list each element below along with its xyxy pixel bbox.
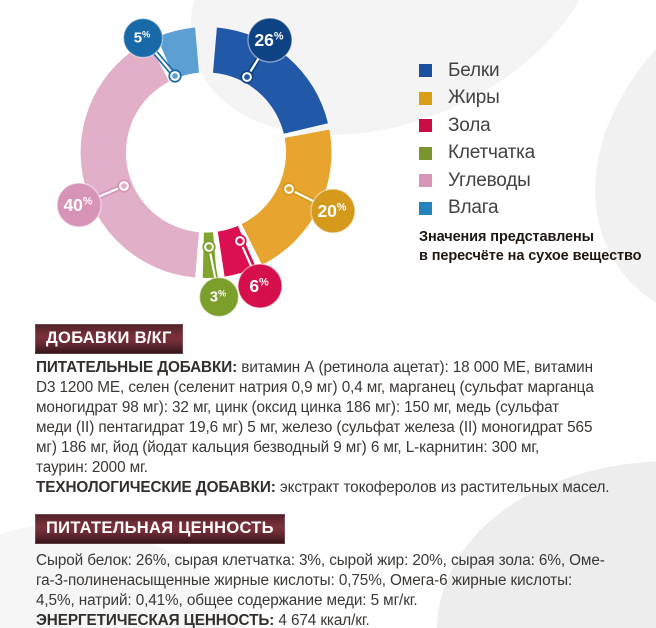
legend-item-uglevody <box>419 167 535 195</box>
callout-dot-center <box>121 183 127 189</box>
percent-bubble-label: 5% <box>133 29 151 47</box>
section-header-nutrition-value <box>35 514 285 544</box>
legend-label: Белки <box>448 59 500 81</box>
legend-label: Углеводы <box>448 169 531 191</box>
legend-label: Зола <box>448 114 491 136</box>
legend-label: Жиры <box>448 87 500 109</box>
chart-legend <box>419 57 535 222</box>
section-header-label: ДОБАВКИ В/КГ <box>46 329 172 347</box>
percent-bubble-label: 40% <box>63 195 93 215</box>
callout-dot-center <box>244 74 250 80</box>
percent-bubble-label: 3% <box>209 288 227 306</box>
legend-label: Влага <box>448 197 499 219</box>
text-line: моногидрат 98 мг): 32 мг, цинк (оксид цинка 186 мг): 150 мг, медь (сульфат <box>36 399 560 416</box>
legend-item-kletchatka <box>419 140 535 168</box>
text-line: ПИТАТЕЛЬНЫЕ ДОБАВКИ: витамин А (ретинола ацетат): 18 000 МЕ, витамин <box>36 359 593 376</box>
energy-value-label: ЭНЕРГЕТИЧЕСКАЯ ЦЕННОСТЬ: <box>36 612 275 628</box>
background-petal <box>525 0 656 406</box>
legend-swatch <box>419 174 432 187</box>
legend-label: Клетчатка <box>448 142 536 164</box>
legend-swatch <box>419 119 432 132</box>
legend-item-belki <box>419 57 535 85</box>
technological-additives-label: ТЕХНОЛОГИЧЕСКИЕ ДОБАВКИ: <box>36 479 276 496</box>
section-header-label: ПИТАТЕЛЬНАЯ ЦЕННОСТЬ <box>46 519 274 537</box>
text-line: D3 1200 МЕ, селен (селенит натрия 0,9 мг) 0,4 мг, марганец (сульфат марганца <box>36 379 594 396</box>
percent-bubble-label: 6% <box>249 276 269 296</box>
percent-bubble-label: 26% <box>254 30 284 50</box>
nutrition-value-text <box>36 551 605 628</box>
legend-item-zhiry <box>419 85 535 113</box>
section-header-additives <box>35 324 183 354</box>
legend-swatch <box>419 92 432 105</box>
legend-swatch <box>419 147 432 160</box>
nutritional-additives-label: ПИТАТЕЛЬНЫЕ ДОБАВКИ: <box>36 359 238 376</box>
chart-note-line: Значения представлены <box>419 229 594 245</box>
legend-swatch <box>419 202 432 215</box>
donut-chart <box>0 0 420 335</box>
text-line: таурин: 2000 мг. <box>36 459 148 476</box>
chart-note-line: в пересчёте на сухое вещество <box>419 248 642 264</box>
legend-swatch <box>419 64 432 77</box>
callout-dot-center <box>286 186 292 192</box>
text-line: га-3-полиненасыщенные жирные кислоты: 0,75%, Омега-6 жирные кислоты: <box>36 572 573 589</box>
chart-note <box>419 228 641 266</box>
text-line: ЭНЕРГЕТИЧЕСКАЯ ЦЕННОСТЬ: 4 674 ккал/кг. <box>36 612 370 628</box>
legend-item-vlaga <box>419 195 535 223</box>
text-line: меди (II) пентагидрат 19,6 мг) 5 мг, железо (сульфат железа (II) моногидрат 565 <box>36 419 593 436</box>
percent-bubble-label: 20% <box>317 201 347 221</box>
text-line: Сырой белок: 26%, сырая клетчатка: 3%, сырой жир: 20%, сырая зола: 6%, Оме- <box>36 552 605 569</box>
callout-dot-center <box>206 244 212 250</box>
additives-text <box>36 358 609 498</box>
text-line: мг) 186 мг, йод (йодат кальция безводный 9 мг) 6 мг, L-карнитин: 300 мг, <box>36 439 540 456</box>
callout-dot-center <box>237 238 243 244</box>
callout-dot-center <box>172 73 178 79</box>
text-line: 4,5%, натрий: 0,41%, общее содержание меди: 5 мг/кг. <box>36 592 418 609</box>
legend-item-zola <box>419 112 535 140</box>
text-line: ТЕХНОЛОГИЧЕСКИЕ ДОБАВКИ: экстракт токоферолов из растительных масел. <box>36 479 610 496</box>
